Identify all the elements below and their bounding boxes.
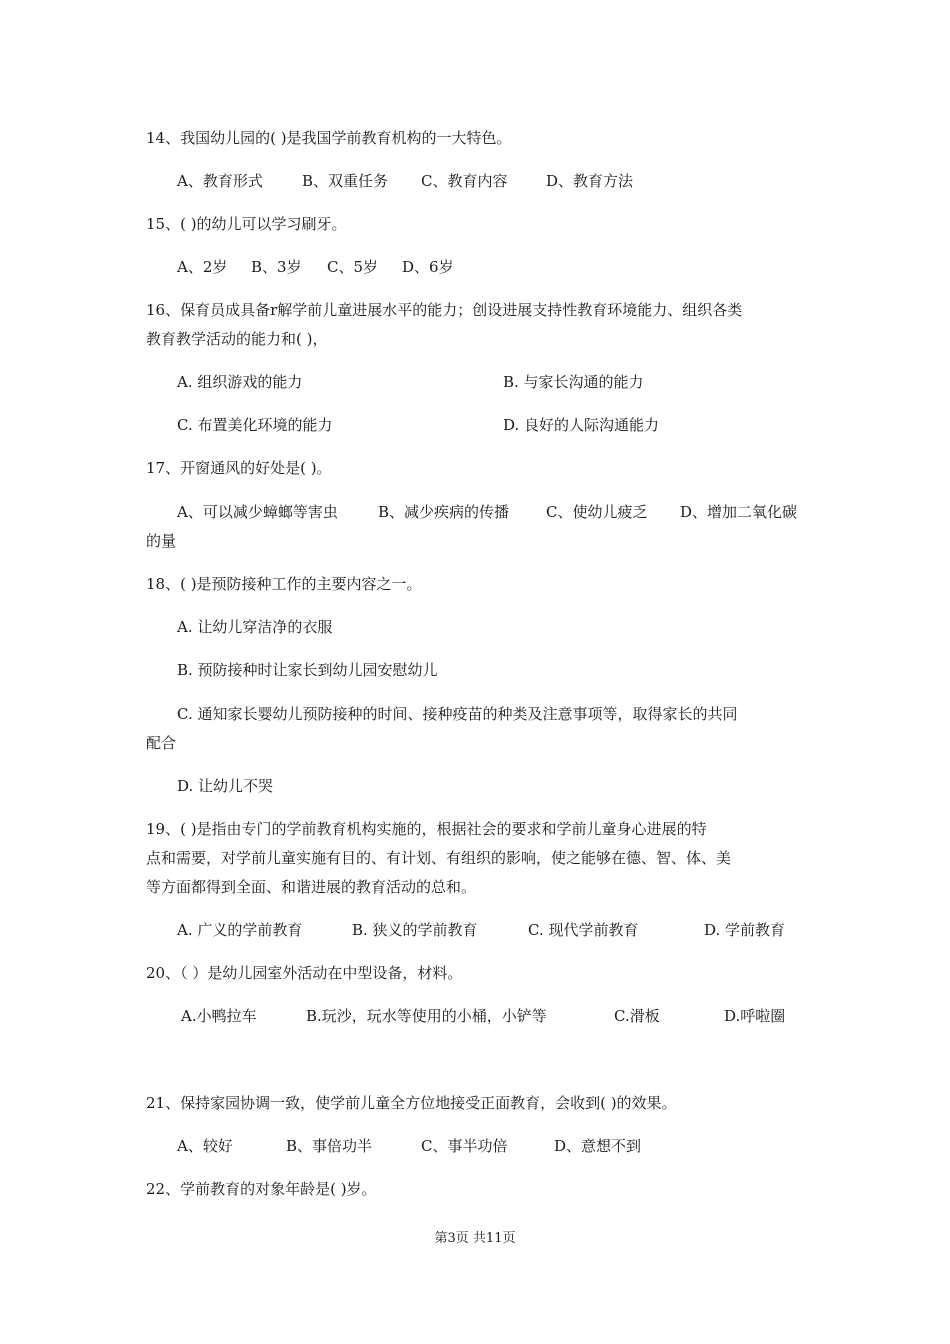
question-19: [0, 817, 950, 841]
page-number: 第3页 共11页: [434, 1231, 516, 1246]
question-stem-line1: 16、保育员成具备r解学前儿童进展水平的能力；创设进展支持性教育环境能力、组织各类: [146, 301, 743, 319]
option-c: C、教育内容: [421, 172, 508, 190]
option-b: B. 预防接种时让家长到幼儿园安慰幼儿: [177, 661, 438, 679]
option-b: B、减少疾病的传播: [378, 503, 510, 521]
option-b: B、事倍功半: [286, 1137, 373, 1155]
question-stem-line1: 19、( )是指由专门的学前教育机构实施的，根据社会的要求和学前儿童身心进展的特: [146, 820, 707, 838]
question-22: [0, 1177, 950, 1201]
option-d: D、增加二氧化碳: [680, 503, 798, 521]
option-a: A、2岁: [177, 258, 228, 276]
option-a: A. 广义的学前教育: [177, 921, 303, 939]
question-18-option-b: [0, 658, 950, 682]
question-20-options: [0, 1004, 950, 1028]
question-17-wrap: [0, 529, 950, 553]
option-c: C、5岁: [327, 258, 379, 276]
question-19-wrap1: [0, 846, 950, 870]
option-d: D、6岁: [402, 258, 454, 276]
question-stem: 15、( )的幼儿可以学习刷牙。: [146, 215, 347, 233]
question-21: [0, 1091, 950, 1115]
option-a: A、较好: [177, 1137, 233, 1155]
question-14: [0, 126, 950, 150]
question-21-options: [0, 1134, 950, 1158]
option-c: C.滑板: [614, 1007, 660, 1025]
question-16-wrap: [0, 327, 950, 351]
option-b: B. 狭义的学前教育: [352, 921, 478, 939]
question-stem: 17、开窗通风的好处是( )。: [146, 459, 332, 477]
question-stem-line2: 教育教学活动的能力和( )，: [146, 330, 328, 348]
option-c-line2: 配合: [146, 734, 177, 752]
option-c: C. 布置美化环境的能力: [177, 416, 333, 434]
question-stem: 18、( )是预防接种工作的主要内容之一。: [146, 575, 422, 593]
option-a: A.小鸭拉车: [181, 1007, 257, 1025]
option-a: A. 让幼儿穿洁净的衣服: [177, 618, 333, 636]
option-b: B、双重任务: [302, 172, 389, 190]
option-b: B.玩沙，玩水等使用的小桶，小铲等: [306, 1007, 547, 1025]
option-d: D. 让幼儿不哭: [177, 777, 274, 795]
question-stem: 21、保持家园协调一致，使学前儿童全方位地接受正面教育，会收到( )的效果。: [146, 1094, 677, 1112]
question-18-option-d: [0, 774, 950, 798]
question-19-options: [0, 918, 950, 942]
option-a: A、可以减少蟑螂等害虫: [177, 503, 338, 521]
question-14-options: [0, 169, 950, 193]
option-d: D. 良好的人际沟通能力: [503, 416, 660, 434]
question-stem: 20、（ ）是幼儿园室外活动在中型设备，材料。: [146, 964, 463, 982]
option-d-wrap: 的量: [146, 532, 177, 550]
question-19-wrap2: [0, 875, 950, 899]
question-17-options: [0, 500, 950, 524]
option-b: B、3岁: [251, 258, 302, 276]
question-15-options: [0, 255, 950, 279]
question-18-option-c-wrap: [0, 731, 950, 755]
option-d: D、意想不到: [554, 1137, 642, 1155]
question-stem: 14、我国幼儿园的( )是我国学前教育机构的一大特色。: [146, 129, 512, 147]
page-footer: [0, 1227, 950, 1251]
question-stem-line3: 等方面都得到全面、和谐进展的教育活动的总和。: [146, 878, 477, 896]
question-stem-line2: 点和需要，对学前儿童实施有目的、有计划、有组织的影响，使之能够在德、智、体、美: [146, 849, 732, 867]
question-16-options-row2: [0, 413, 950, 437]
option-b: B. 与家长沟通的能力: [503, 373, 644, 391]
option-c: C、使幼儿疲乏: [546, 503, 648, 521]
option-a: A. 组织游戏的能力: [177, 373, 303, 391]
option-d: D、教育方法: [546, 172, 634, 190]
question-16-options-row1: [0, 370, 950, 394]
question-18: [0, 572, 950, 596]
question-18-option-c: [0, 702, 950, 726]
question-20: [0, 961, 950, 985]
question-15: [0, 212, 950, 236]
option-c: C、事半功倍: [421, 1137, 508, 1155]
question-18-option-a: [0, 615, 950, 639]
option-c: C. 现代学前教育: [528, 921, 639, 939]
option-c-line1: C. 通知家长婴幼儿预防接种的时间、接种疫苗的种类及注意事项等，取得家长的共同: [177, 705, 738, 723]
question-17: [0, 456, 950, 480]
question-stem: 22、学前教育的对象年龄是( )岁。: [146, 1180, 377, 1198]
option-d: D.呼啦圈: [724, 1007, 786, 1025]
option-d: D. 学前教育: [704, 921, 786, 939]
option-a: A、教育形式: [177, 172, 263, 190]
question-16: [0, 298, 950, 322]
